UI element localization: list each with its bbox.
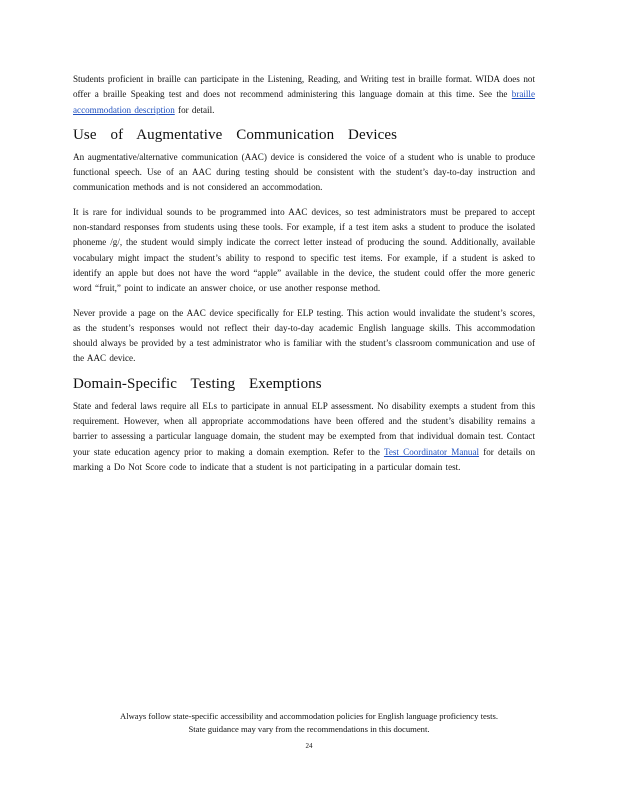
aac-paragraph-3: Never provide a page on the AAC device specifically for ELP testing. This action would invalidate the student’s scores, as the student’s responses would not reflect their day-to-day academic English language skills. This accommodation should always be provided by a test administrator who is familiar with the student’s classroom communication and use of the AAC device. bbox=[73, 307, 535, 364]
page-number: 24 bbox=[305, 742, 313, 750]
domain-text: State and federal laws require all ELs to participate in annual ELP assessment. No disability exempts a student from this requirement. However, when all appropriate accommodations have been offered and the student’s disability remains a barrier to assessing a particular language domain, the student may be exempted from that individual domain test. Contact your state education agency prior to making a domain exemption. Refer to the bbox=[73, 400, 535, 457]
braille-text-end: for detail. bbox=[174, 104, 215, 115]
footer-line-2: State guidance may vary from the recommendations in this document. bbox=[188, 724, 430, 734]
domain-paragraph bbox=[73, 399, 535, 475]
test-coordinator-manual-link[interactable]: Test Coordinator Manual bbox=[383, 446, 480, 457]
domain-section-heading: Domain-Specific Testing Exemptions bbox=[73, 375, 322, 392]
page-content bbox=[73, 72, 535, 484]
page-footer bbox=[60, 710, 558, 736]
aac-paragraph-2: It is rare for individual sounds to be programmed into AAC devices, so test administrators must be prepared to accept non-standard responses from students using these tools. For example, if a test item asks a student to produce the isolated phoneme /g/, the student would simply indicate the correct letter instead of producing the sound. Additionally, available vocabulary might impact the student’s ability to respond to specific test items. For example, if a student is asked to identify an apple but does not have the word “apple” available in the device, the student could offer the more generic word “fruit,” point to indicate an answer choice, or use another response method. bbox=[73, 206, 535, 294]
domain-text-end: for details on marking a Do Not Score code to indicate that a student is not participating in a particular domain test. bbox=[73, 446, 536, 472]
footer-line-1: Always follow state-specific accessibility and accommodation policies for English language proficiency tests. bbox=[119, 711, 498, 721]
aac-section-heading: Use of Augmentative Communication Devices bbox=[73, 126, 398, 143]
braille-paragraph bbox=[73, 72, 535, 118]
aac-paragraph-1: An augmentative/alternative communication (AAC) device is considered the voice of a student who is unable to produce functional speech. Use of an AAC during testing should be consistent with the student’s day-to-day instruction and communication methods and is not considered an accommodation. bbox=[73, 151, 535, 193]
braille-accommodation-link[interactable]: braille accommodation description bbox=[73, 89, 535, 115]
braille-text: Students proficient in braille can participate in the Listening, Reading, and Writing test in braille format. WIDA does not offer a braille Speaking test and does not recommend administering this language domain at this time. See the bbox=[73, 74, 535, 100]
